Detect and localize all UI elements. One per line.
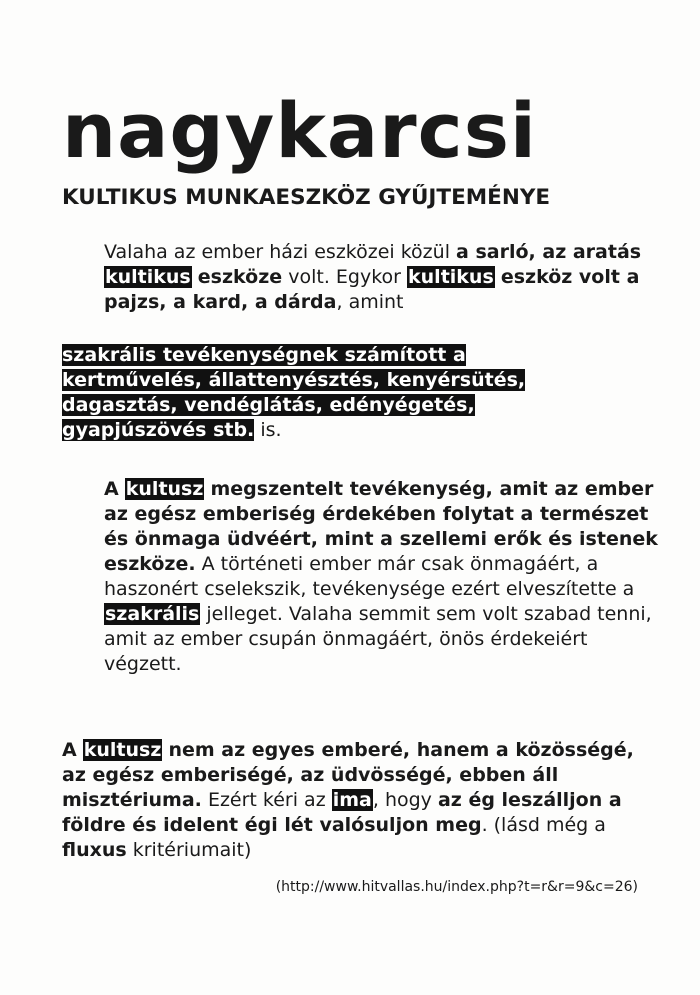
paragraph-1-text-3: , amint xyxy=(336,291,404,313)
paragraph-2 xyxy=(62,343,602,443)
paragraph-3-text-1: A történeti ember már csak önmagáért, a haszonért cselekszik, tevékenysége ezért elveszítette a xyxy=(104,553,635,600)
highlight-line-2: kertművelés, állattenyésztés, kenyérsütés, xyxy=(62,369,526,391)
paragraph-4-text-2: , hogy xyxy=(372,789,438,811)
paragraph-4-text-4: kritériumait) xyxy=(126,839,252,861)
paragraph-4 xyxy=(62,738,662,863)
paragraph-3-text-2: jelleget. Valaha semmit sem volt szabad tenni, amit az ember csupán önmagáért, önös érdekeiért végzett. xyxy=(104,603,652,675)
highlight-kultusz-2: kultusz xyxy=(83,739,162,761)
highlight-kultusz-1: kultusz xyxy=(125,478,204,500)
paragraph-4-bold-2: nem az egyes emberé, hanem a közösségé, az egész emberiségé, az üdvösségé, ebben áll misztériuma. xyxy=(62,739,634,811)
highlight-szakralis-2: szakrális xyxy=(105,603,200,625)
highlight-kultikus-2: kultikus xyxy=(408,266,494,288)
paragraph-4-text-3: . (lásd még a xyxy=(481,814,606,836)
paragraph-2-tail: is. xyxy=(254,419,282,441)
source-url: (http://www.hitvallas.hu/index.php?t=r&r=9&c=26) xyxy=(275,879,638,895)
highlight-line-4: gyapjúszövés stb. xyxy=(62,419,255,441)
highlight-line-3: dagasztás, vendéglátás, edényégetés, xyxy=(62,394,475,416)
highlight-kultikus-1: kultikus xyxy=(105,266,191,288)
paragraph-3-bold-2: megszentelt tevékenység, amit az ember az egész emberiség érdekében folytat a természet és önmaga üdvéért, mint a szellemi erők és istenek eszköze. xyxy=(104,478,658,575)
paragraph-1-bold-2: eszköze xyxy=(197,266,283,288)
highlight-ima: ima xyxy=(332,789,372,811)
paragraph-1-text-2: volt. Egykor xyxy=(282,266,408,288)
paragraph-4-bold-3: az ég leszálljon a földre és idelent égi lét valósuljon meg xyxy=(62,789,622,836)
paragraph-4-bold-fluxus: fluxus xyxy=(62,839,127,861)
page-subtitle: KULTIKUS MUNKAESZKÖZ GYŰJTEMÉNYE xyxy=(62,185,551,210)
page-title: nagykarcsi xyxy=(62,86,537,175)
paragraph-3 xyxy=(104,477,664,677)
highlight-line-1: szakrális tevékenységnek számított a xyxy=(62,344,466,366)
paragraph-1-bold-1: a sarló, az aratás xyxy=(456,241,642,263)
paragraph-1-bold-3: eszköz volt a pajzs, a kard, a dárda xyxy=(104,266,640,313)
paragraph-1-text-1: Valaha az ember házi eszközei közül xyxy=(104,241,457,263)
highlight-block-szakralis xyxy=(62,344,525,441)
paragraph-3-bold-1: A xyxy=(104,478,119,500)
paragraph-1 xyxy=(104,240,664,315)
paragraph-4-text-1: Ezért kéri az xyxy=(201,789,332,811)
paragraph-4-bold-1: A xyxy=(62,739,77,761)
